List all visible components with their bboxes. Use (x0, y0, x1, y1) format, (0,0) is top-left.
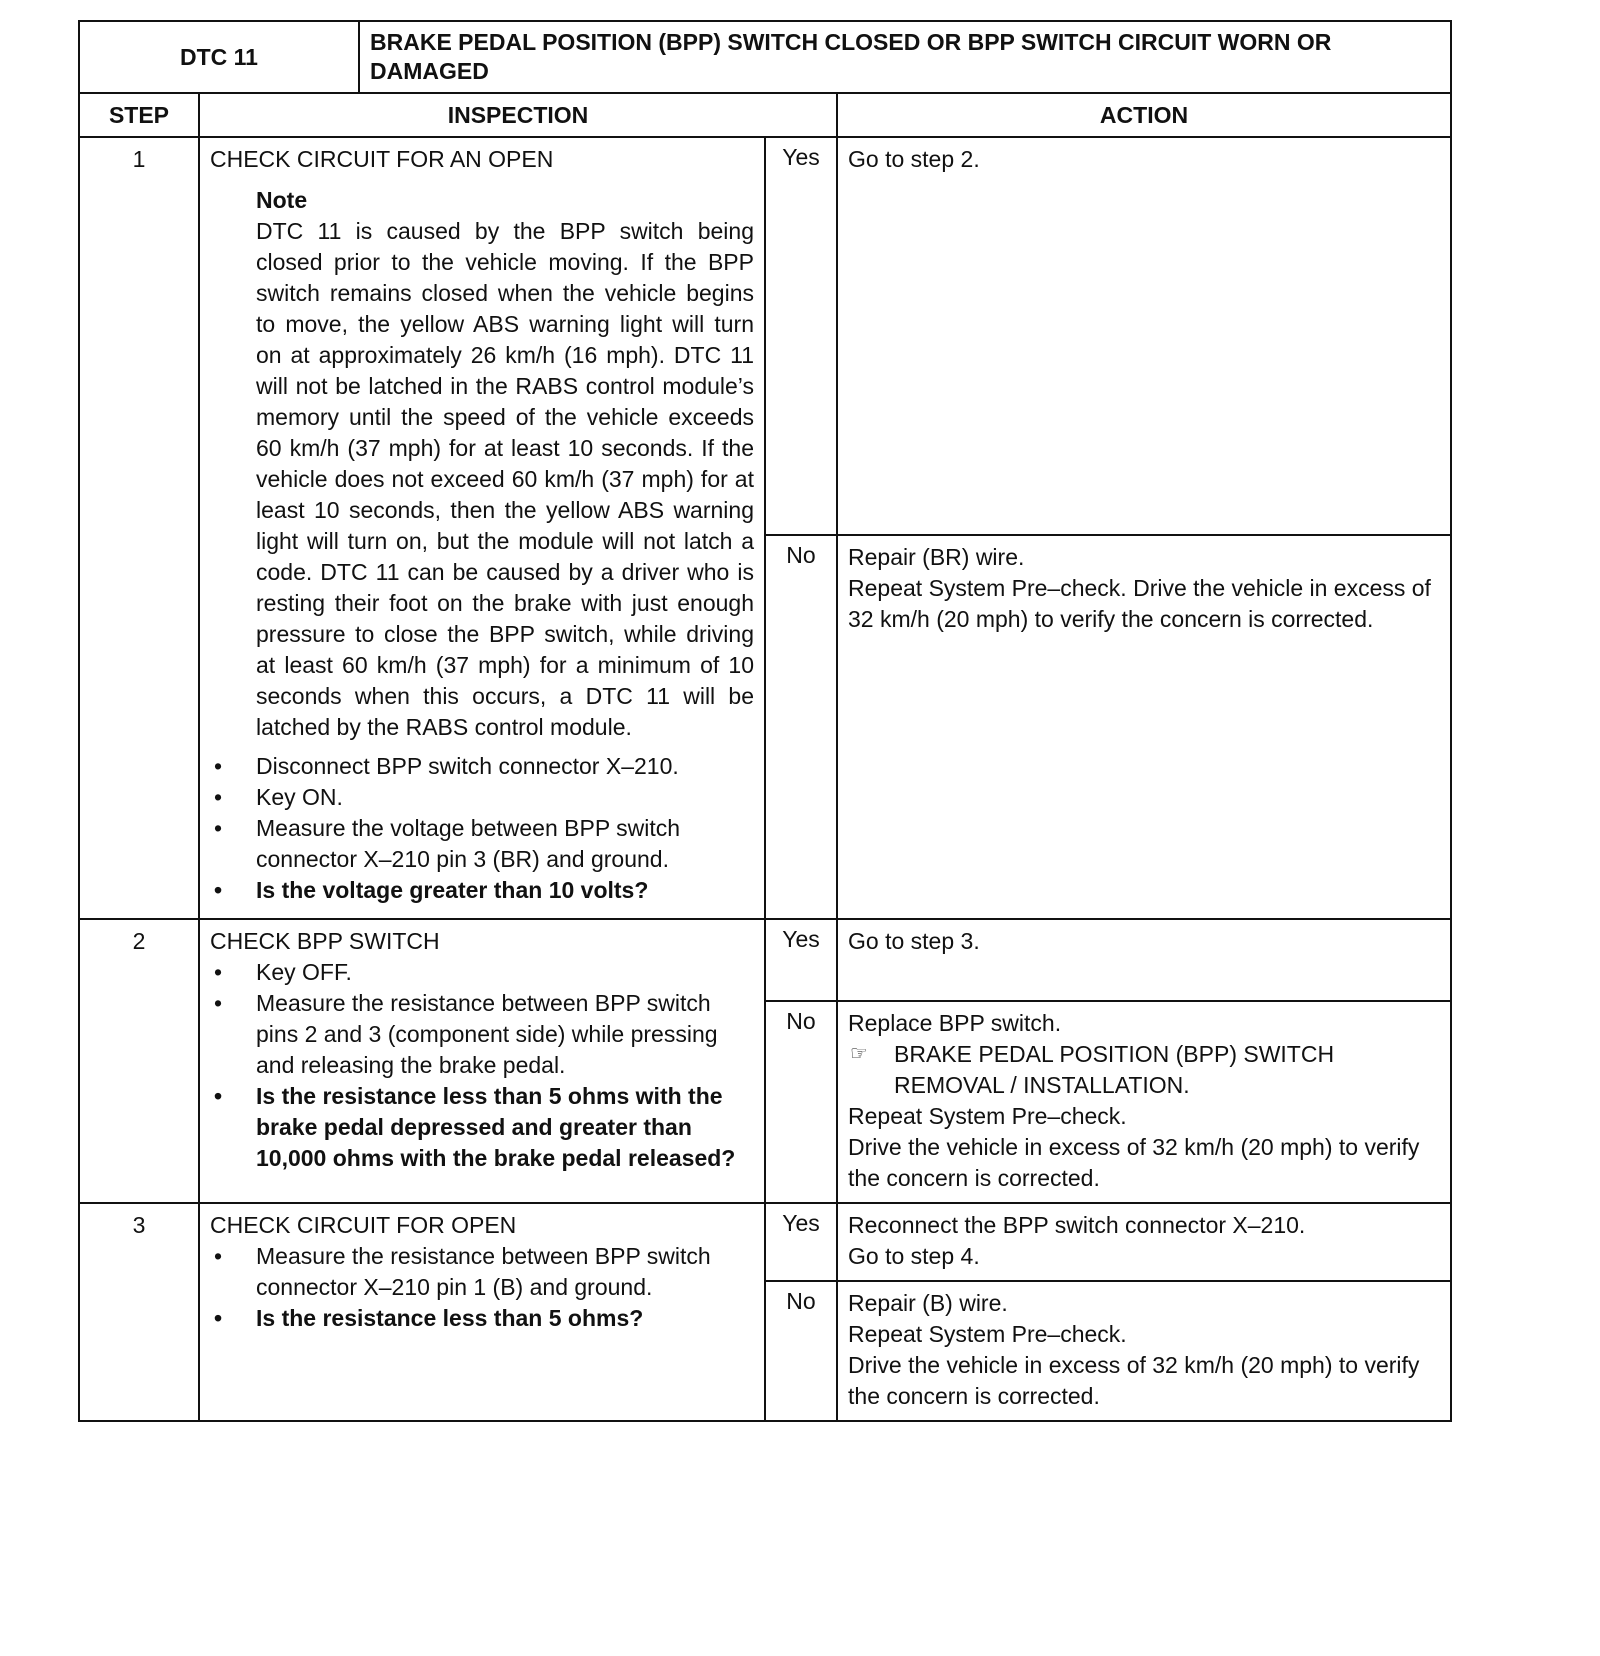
question-item: • Is the resistance less than 5 ohms? (210, 1303, 754, 1334)
step-title: CHECK BPP SWITCH (210, 928, 440, 954)
bullet-list (210, 751, 754, 906)
step-title: CHECK CIRCUIT FOR OPEN (210, 1212, 517, 1238)
action-line: Reconnect the BPP switch connector X–210. (848, 1212, 1306, 1238)
column-header-step: STEP (79, 93, 199, 137)
dtc-code: DTC 11 (79, 21, 359, 93)
no-action (837, 535, 1451, 919)
no-action (837, 1281, 1451, 1421)
step-number: 2 (79, 919, 199, 1203)
step-title: CHECK CIRCUIT FOR AN OPEN (210, 146, 554, 172)
action-line: Repeat System Pre–check. Drive the vehicle in excess of 32 km/h (20 mph) to verify the concern is corrected. (848, 575, 1431, 632)
step-row (79, 1203, 1451, 1281)
procedure-table (78, 92, 1452, 1422)
no-label: No (765, 1281, 837, 1421)
note-text: DTC 11 is caused by the BPP switch being closed prior to the vehicle moving. If the BPP switch remains closed when the vehicle begins to move, the yellow ABS warning light will turn on at approximately 26 km/h (16 mph). DTC 11 will not be latched in the RABS control module’s memory until the speed of the vehicle exceeds 60 km/h (37 mph) for at least 10 seconds. If the vehicle does not exceed 60 km/h (37 mph) for at least 10 seconds, then the yellow ABS warning light will turn on, but the module will not latch a code. DTC 11 can be caused by a driver who is resting their foot on the brake with just enough pressure to close the BPP switch, while driving at least 60 km/h (37 mph) for a minimum of 10 seconds when this occurs, a DTC 11 will be latched by the RABS control module. (256, 218, 754, 740)
step-row (79, 919, 1451, 1001)
step-row (79, 137, 1451, 535)
yes-action (837, 919, 1451, 1001)
action-line: Repair (B) wire. (848, 1290, 1008, 1316)
action-line: Repeat System Pre–check. (848, 1321, 1127, 1347)
yes-action (837, 1203, 1451, 1281)
yes-label: Yes (765, 1203, 837, 1281)
bullet-item: • Measure the voltage between BPP switch connector X–210 pin 3 (BR) and ground. (210, 813, 754, 875)
bullet-list (210, 957, 754, 1174)
dtc-title: BRAKE PEDAL POSITION (BPP) SWITCH CLOSED OR BPP SWITCH CIRCUIT WORN OR DAMAGED (359, 21, 1451, 93)
action-line: Go to step 2. (848, 146, 980, 172)
pointing-hand-icon: ☞ (850, 1043, 868, 1065)
question-item: • Is the resistance less than 5 ohms with the brake pedal depressed and greater than 10,000 ohms with the brake pedal released? (210, 1081, 754, 1174)
action-line: Drive the vehicle in excess of 32 km/h (20 mph) to verify the concern is corrected. (848, 1352, 1420, 1409)
note-block (256, 185, 754, 743)
column-header-inspection: INSPECTION (199, 93, 837, 137)
bullet-item: • Key ON. (210, 782, 754, 813)
bullet-item: • Disconnect BPP switch connector X–210. (210, 751, 754, 782)
bullet-item: • Key OFF. (210, 957, 754, 988)
bullet-item: • Measure the resistance between BPP switch pins 2 and 3 (component side) while pressing and releasing the brake pedal. (210, 988, 754, 1081)
action-line: Replace BPP switch. (848, 1010, 1062, 1036)
yes-label: Yes (765, 137, 837, 535)
bullet-list (210, 1241, 754, 1334)
action-line: Go to step 3. (848, 928, 980, 954)
reference-line[interactable] (848, 1039, 1440, 1101)
no-action (837, 1001, 1451, 1203)
step-inspection (199, 137, 765, 919)
step-inspection (199, 1203, 765, 1421)
action-line: Repair (BR) wire. (848, 544, 1025, 570)
dtc-procedure-document (78, 20, 1452, 1422)
yes-action (837, 137, 1451, 535)
step-number: 3 (79, 1203, 199, 1421)
yes-label: Yes (765, 919, 837, 1001)
no-label: No (765, 535, 837, 919)
header-table (78, 20, 1452, 94)
column-header-action: ACTION (837, 93, 1451, 137)
question-item: • Is the voltage greater than 10 volts? (210, 875, 754, 906)
step-number: 1 (79, 137, 199, 919)
step-inspection (199, 919, 765, 1203)
note-label: Note (256, 187, 308, 213)
no-label: No (765, 1001, 837, 1203)
action-line: Drive the vehicle in excess of 32 km/h (20 mph) to verify the concern is corrected. (848, 1134, 1420, 1191)
action-line: Go to step 4. (848, 1243, 980, 1269)
column-header-row (79, 93, 1451, 137)
bullet-item: • Measure the resistance between BPP switch connector X–210 pin 1 (B) and ground. (210, 1241, 754, 1303)
action-line: Repeat System Pre–check. (848, 1103, 1127, 1129)
reference-link[interactable]: BRAKE PEDAL POSITION (BPP) SWITCH REMOVAL / INSTALLATION. (894, 1041, 1335, 1098)
